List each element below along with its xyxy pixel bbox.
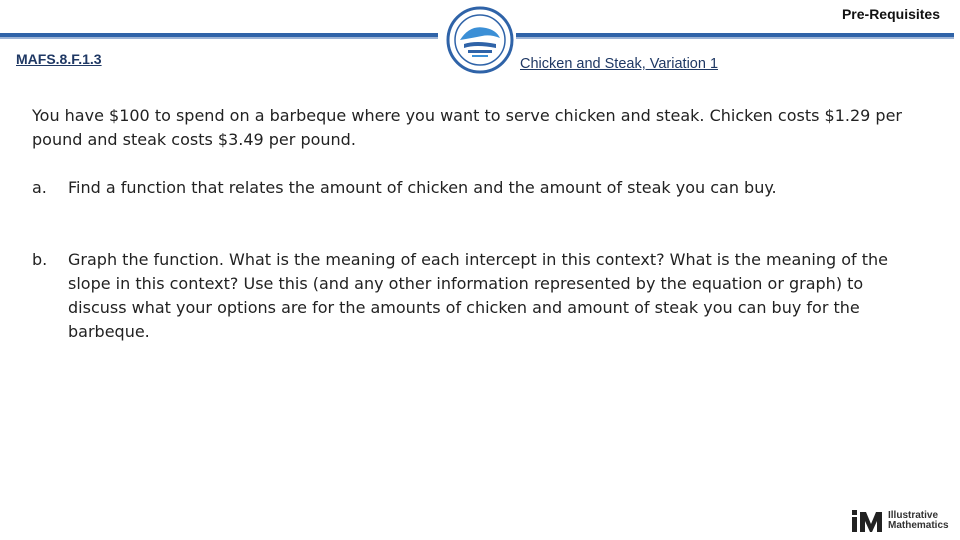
problem-part-b (32, 248, 912, 344)
im-logo-icon (852, 510, 882, 532)
problem-part-a (32, 176, 912, 200)
header-rule-right (516, 33, 954, 39)
problem-intro: You have $100 to spend on a barbeque where you want to serve chicken and steak. Chicken costs $1.29 per pound and steak costs $3.49 per pound. (32, 106, 902, 149)
part-label: b. (32, 250, 48, 269)
part-text: Find a function that relates the amount of chicken and the amount of steak you can buy. (68, 178, 777, 197)
part-label: a. (32, 178, 47, 197)
part-text: Graph the function. What is the meaning of each intercept in this context? What is the meaning of the slope in this context? Use this (and any other information represented by the equation or graph) to discuss what your options are for the amounts of chicken and amount of steak you can buy for the barbeque. (68, 250, 888, 341)
standard-link[interactable]: MAFS.8.F.1.3 (16, 51, 102, 67)
page-header-title: Pre-Requisites (841, 6, 940, 22)
brand-name: Illustrative Mathematics (888, 510, 949, 531)
header-rule-left (0, 33, 438, 39)
lesson-link[interactable]: Chicken and Steak, Variation 1 (520, 56, 719, 72)
district-seal-icon (446, 6, 514, 74)
illustrative-math-logo (852, 509, 949, 533)
